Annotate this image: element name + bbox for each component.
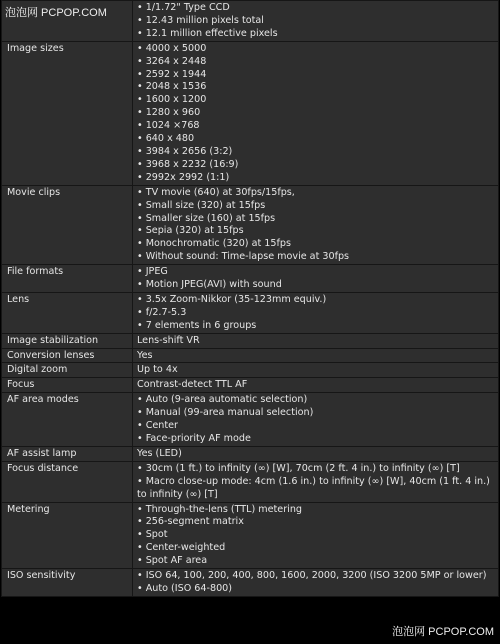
spec-value-item: • Through-the-lens (TTL) metering: [137, 503, 302, 515]
spec-row: [2, 378, 499, 393]
spec-value-item: • Auto (ISO 64-800): [137, 582, 233, 594]
spec-value-item: • Monochromatic (320) at 15fps: [137, 238, 291, 250]
spec-value-item: Lens-shift VR: [137, 334, 200, 346]
spec-row: [2, 461, 499, 502]
spec-values: [133, 446, 499, 461]
spec-value-item: • Sepia (320) at 15fps: [137, 225, 244, 237]
spec-value-item: • 7 elements in 6 groups: [137, 319, 257, 331]
spec-values: [133, 569, 499, 597]
spec-value-item: • JPEG: [137, 266, 168, 278]
spec-value-item: • Center: [137, 420, 178, 432]
spec-value-item: • f/2.7-5.3: [137, 306, 187, 318]
spec-row: [2, 348, 499, 363]
spec-value-item: • 12.1 million effective pixels: [137, 27, 278, 39]
spec-values: [133, 378, 499, 393]
spec-table-body: [2, 1, 499, 597]
spec-values: [133, 363, 499, 378]
spec-value-item: • 1600 x 1200: [137, 94, 207, 106]
spec-row: [2, 569, 499, 597]
spec-value-item: • 1280 x 960: [137, 107, 201, 119]
spec-value-item: • 2592 x 1944: [137, 68, 207, 80]
spec-value-item: Yes: [137, 349, 153, 361]
spec-value-item: • Center-weighted: [137, 542, 226, 554]
spec-values: [133, 41, 499, 185]
spec-values: [133, 461, 499, 502]
spec-row: [2, 185, 499, 264]
spec-table: [1, 0, 499, 597]
spec-row: [2, 265, 499, 293]
spec-value-item: • 2992x 2992 (1:1): [137, 171, 230, 183]
spec-label: File formats: [2, 265, 133, 293]
spec-value-item: • 30cm (1 ft.) to infinity (∞) [W], 70cm (2 ft. 4 in.) to infinity (∞) [T]: [137, 462, 460, 474]
spec-row: [2, 292, 499, 333]
spec-value-item: • Without sound: Time-lapse movie at 30fps: [137, 251, 350, 263]
spec-label: Image stabilization: [2, 333, 133, 348]
spec-values: [133, 265, 499, 293]
spec-value-item: • Spot AF area: [137, 555, 208, 567]
spec-label: AF area modes: [2, 393, 133, 447]
spec-label: Movie clips: [2, 185, 133, 264]
spec-label: Focus distance: [2, 461, 133, 502]
spec-label: Lens: [2, 292, 133, 333]
spec-value-item: • 3984 x 2656 (3:2): [137, 145, 233, 157]
spec-value-item: • Motion JPEG(AVI) with sound: [137, 279, 282, 291]
spec-row: [2, 502, 499, 569]
spec-values: [133, 502, 499, 569]
spec-value-item: • Auto (9-area automatic selection): [137, 394, 308, 406]
spec-value-item: • 640 x 480: [137, 133, 195, 145]
spec-value-item: • 2048 x 1536: [137, 81, 207, 93]
spec-label: ISO sensitivity: [2, 569, 133, 597]
spec-label: Conversion lenses: [2, 348, 133, 363]
spec-label: AF assist lamp: [2, 446, 133, 461]
spec-value-item: • TV movie (640) at 30fps/15fps,: [137, 186, 295, 198]
spec-values: [133, 292, 499, 333]
spec-value-item: Up to 4x: [137, 364, 178, 376]
spec-value-item: • 256-segment matrix: [137, 516, 244, 528]
spec-value-item: Yes (LED): [137, 447, 182, 459]
spec-value-item: • Face-priority AF mode: [137, 433, 251, 444]
watermark-bottom: 泡泡网 PCPOP.COM: [392, 626, 494, 638]
spec-values: [133, 333, 499, 348]
spec-value-item: • Macro close-up mode: 4cm (1.6 in.) to infinity (∞) [W], 40cm (1 ft. 4 in.) to infinity (∞) [T]: [137, 475, 490, 500]
spec-label: Focus: [2, 378, 133, 393]
watermark-top: 泡泡网 PCPOP.COM: [5, 7, 107, 19]
spec-value-item: • 1/1.72" Type CCD: [137, 2, 230, 13]
spec-value-item: • Manual (99-area manual selection): [137, 407, 314, 419]
spec-value-item: • 3.5x Zoom-Nikkor (35-123mm equiv.): [137, 293, 327, 305]
spec-row: [2, 393, 499, 447]
spec-value-item: • 4000 x 5000: [137, 42, 207, 54]
spec-value-item: • 12.43 million pixels total: [137, 14, 264, 26]
spec-value-item: • 3264 x 2448: [137, 55, 207, 67]
spec-values: [133, 393, 499, 447]
spec-label: Image sizes: [2, 41, 133, 185]
spec-row: [2, 41, 499, 185]
spec-values: [133, 185, 499, 264]
spec-row: [2, 333, 499, 348]
spec-value-item: • ISO 64, 100, 200, 400, 800, 1600, 2000, 3200 (ISO 3200 5MP or lower): [137, 570, 487, 582]
spec-value-item: • Small size (320) at 15fps: [137, 199, 266, 211]
spec-values: [133, 348, 499, 363]
spec-value-item: • Smaller size (160) at 15fps: [137, 212, 276, 224]
spec-row: [2, 363, 499, 378]
spec-value-item: Contrast-detect TTL AF: [137, 379, 248, 391]
spec-value-item: • 1024 ×768: [137, 120, 200, 132]
spec-row: [2, 446, 499, 461]
spec-values: [133, 1, 499, 42]
spec-value-item: • 3968 x 2232 (16:9): [137, 158, 239, 170]
spec-label: Metering: [2, 502, 133, 569]
spec-label: Digital zoom: [2, 363, 133, 378]
spec-value-item: • Spot: [137, 529, 168, 541]
